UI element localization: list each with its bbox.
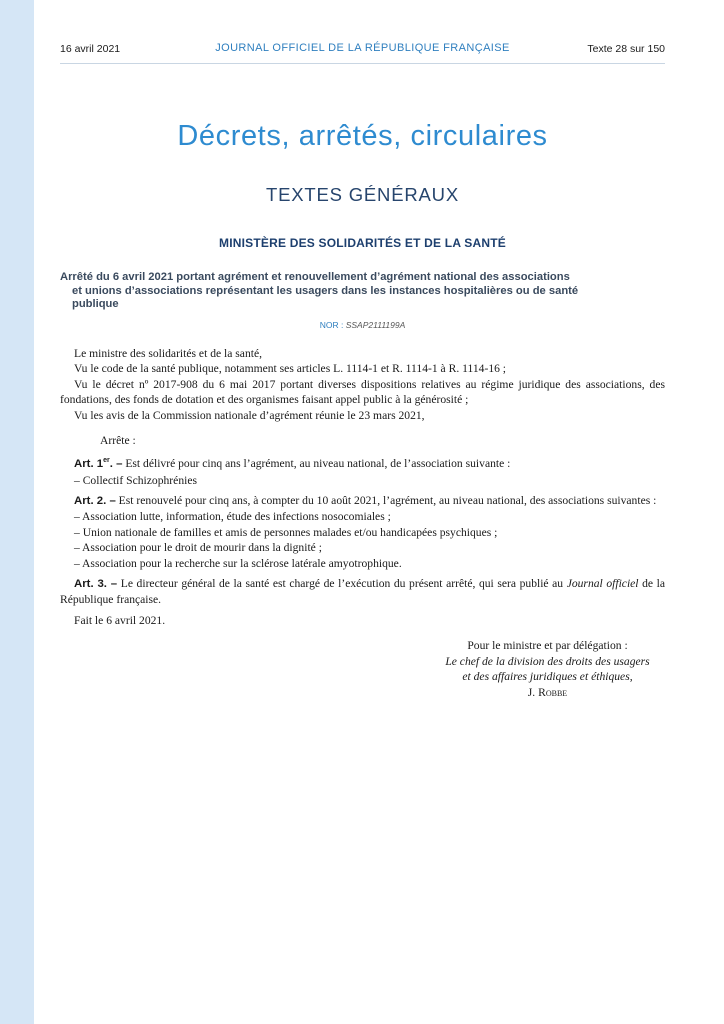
arrete-title-line-3: publique [72,298,119,310]
preamble-minister: Le ministre des solidarités et de la santé, [74,347,263,360]
header-journal-title: JOURNAL OFFICIEL DE LA RÉPUBLIQUE FRANÇAISE [215,42,510,54]
nor-reference [60,320,665,330]
article-2-text: Est renouvelé pour cinq ans, à compter du 10 août 2021, l’agrément, au niveau national, des associations suivantes : [115,494,657,508]
article-3-text-b: de la République française. [60,577,666,607]
side-band [0,0,34,1024]
signature-block [60,638,665,700]
section-title: Décrets, arrêtés, circulaires [177,120,548,152]
preamble-visa-avis: Vu les avis de la Commission nationale d’agrément réunie le 23 mars 2021, [74,408,425,422]
signature-line-2: Le chef de la division des droits des usagers [445,654,650,668]
ministry-heading: MINISTÈRE DES SOLIDARITÉS ET DE LA SANTÉ [219,236,506,250]
fait-date: Fait le 6 avril 2021. [74,613,166,627]
header-date: 16 avril 2021 [60,43,121,55]
article-1-text: Est délivré pour cinq ans l’agrément, au niveau national, de l’association suivante : [122,457,511,471]
article-2-item: – Association lutte, information, étude des infections nosocomiales ; [74,510,391,524]
arrete-title-line-1: Arrêté du 6 avril 2021 portant agrément et renouvellement d’agrément national des associations [60,271,570,283]
article-3-journal-officiel: Journal officiel [566,577,639,591]
arrete-word: Arrête : [100,434,136,448]
article-3-label: Art. 3. – [74,578,118,591]
article-3-text-a: Le directeur général de la santé est chargé de l’exécution du présent arrêté, qui sera publié au [117,577,567,591]
preamble-visa-decret: Vu le décret nº 2017-908 du 6 mai 2017 portant diverses dispositions relatives au régime juridique des associations, des fondations, des fonds de dotation et des organismes faisant appel public à la générosité ; [60,377,665,407]
article-1 [60,453,665,472]
preamble-visa-code: Vu le code de la santé publique, notamment ses articles L. 1114-1 et R. 1114-1 à R. 1114-16 ; [74,362,507,376]
article-2-item: – Association pour la recherche sur la sclérose latérale amyotrophique. [74,556,402,570]
signature-line-1: Pour le ministre et par délégation : [467,639,628,653]
article-2 [60,493,665,509]
signature-line-3: et des affaires juridiques et éthiques, [462,670,633,684]
section-subtitle: TEXTES GÉNÉRAUX [266,184,459,205]
article-2-label: Art. 2. – [74,495,116,508]
arrete-title-line-2: et unions d’associations représentant les usagers dans les instances hospitalières ou de santé [72,284,579,297]
article-2-item: – Union nationale de familles et amis de personnes malades et/ou handicapées psychiques ; [74,525,498,539]
nor-value: SSAP2111199A [345,320,406,330]
article-1-item: – Collectif Schizophrénies [74,473,197,487]
header-divider [60,63,665,64]
article-3 [60,576,665,608]
signature-name: J. Robbe [527,685,568,699]
document-body [60,346,665,700]
article-2-item: – Association pour le droit de mourir dans la dignité ; [74,541,322,555]
arrete-title [60,271,665,312]
page [60,0,665,1024]
header-text-number: Texte 28 sur 150 [587,43,665,55]
page-header [60,40,665,60]
article-1-label: Art. 1er. – [74,457,123,471]
nor-label: NOR : [319,320,344,330]
